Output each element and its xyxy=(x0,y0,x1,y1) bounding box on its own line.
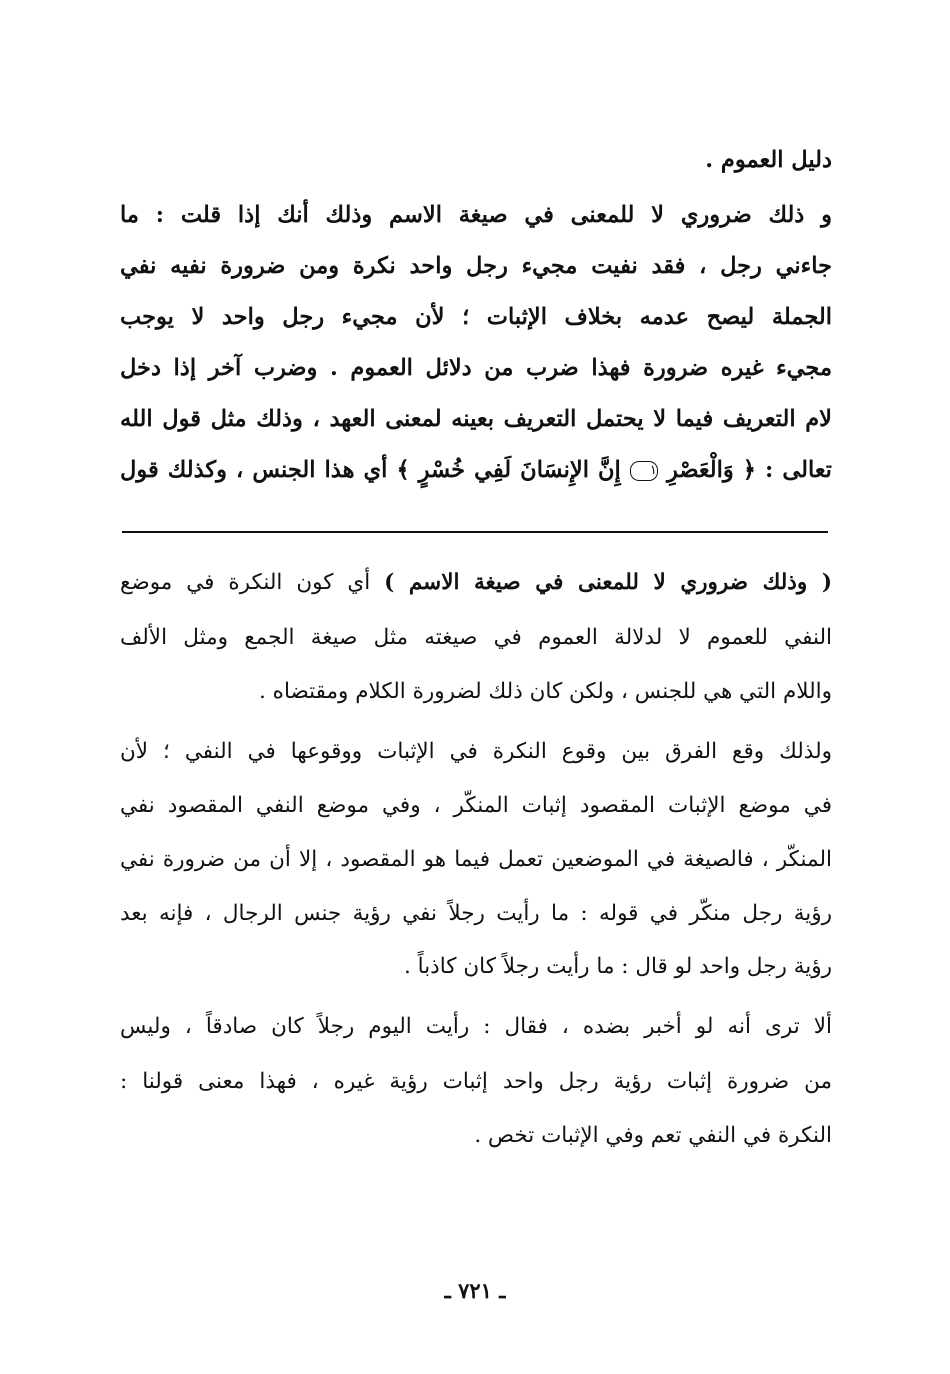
main-text-line: تعالى : ﴿ وَالْعَصْرِ ١ إِنَّ الإِنسَانَ لَفِي خُسْرٍ ﴾ أي هذا الجنس ، وكذلك قول xyxy=(120,457,832,483)
footnote-line: ألا ترى أنه لو أخبر بضده ، فقال : رأيت اليوم رجلاً كان صادقاً ، وليس xyxy=(120,1014,832,1039)
footnote-line: النكرة في النفي تعم وفي الإثبات تخص . xyxy=(474,1123,832,1148)
main-text-line: مجيء غيره ضرورة فهذا ضرب من دلائل العموم . وضرب آخر إذا دخل xyxy=(120,355,832,381)
footnote-line: في موضع الإثبات المقصود إثبات المنكّر ، وفي موضع النفي المقصود نفي xyxy=(120,793,832,818)
main-text-line: جاءني رجل ، فقد نفيت مجيء رجل واحد نكرة ومن ضرورة نفيه نفي xyxy=(120,253,832,279)
footnote-line: واللام التي هي للجنس ، ولكن كان ذلك لضرورة الكلام ومقتضاه . xyxy=(259,679,832,704)
main-text-line: دليل العموم . xyxy=(705,147,832,173)
footnote-line: من ضرورة إثبات رؤية رجل واحد إثبات رؤية غيره ، فهذا معنى قولنا : xyxy=(120,1069,832,1094)
footnote-line: رؤية رجل واحد لو قال : ما رأيت رجلاً كان كاذباً . xyxy=(403,954,832,979)
footnote-line: ولذلك وقع الفرق بين وقوع النكرة في الإثبات ووقوعها في النفي ؛ لأن xyxy=(120,739,832,764)
page-number: ـ ٧٢١ ـ xyxy=(444,1278,506,1303)
main-text-line: الجملة ليصح عدمه بخلاف الإثبات ؛ لأن مجيء رجل واحد لا يوجب xyxy=(120,304,832,330)
ayah-number-marker: ١ xyxy=(630,461,658,481)
footnote-divider xyxy=(122,531,828,533)
footnote-line: ( وذلك ضروري لا للمعنى في صيغة الاسم ) أي كون النكرة في موضع xyxy=(120,570,832,595)
footnote-line: رؤية رجل منكّر في قوله : ما رأيت رجلاً نفي رؤية جنس الرجال ، فإنه بعد xyxy=(120,901,832,926)
footnote-line: المنكّر ، فالصيغة في الموضعين تعمل فيما هو المقصود ، إلا أن من ضرورة نفي xyxy=(120,847,832,872)
quran-quote: ﴿ وَالْعَصْرِ ١ إِنَّ الإِنسَانَ لَفِي خُسْرٍ ﴾ xyxy=(396,457,756,483)
main-text-line: لام التعريف فيما لا يحتمل التعريف بعينه لمعنى العهد ، وذلك مثل قول الله xyxy=(120,406,832,432)
footnote-lead: ( وذلك ضروري لا للمعنى في صيغة الاسم ) xyxy=(384,570,832,595)
footnote-line: النفي للعموم لا لدلالة العموم في صيغته مثل صيغة الجمع ومثل الألف xyxy=(120,625,832,650)
main-text-line: و ذلك ضروري لا للمعنى في صيغة الاسم وذلك أنك إذا قلت : ما xyxy=(120,202,832,228)
